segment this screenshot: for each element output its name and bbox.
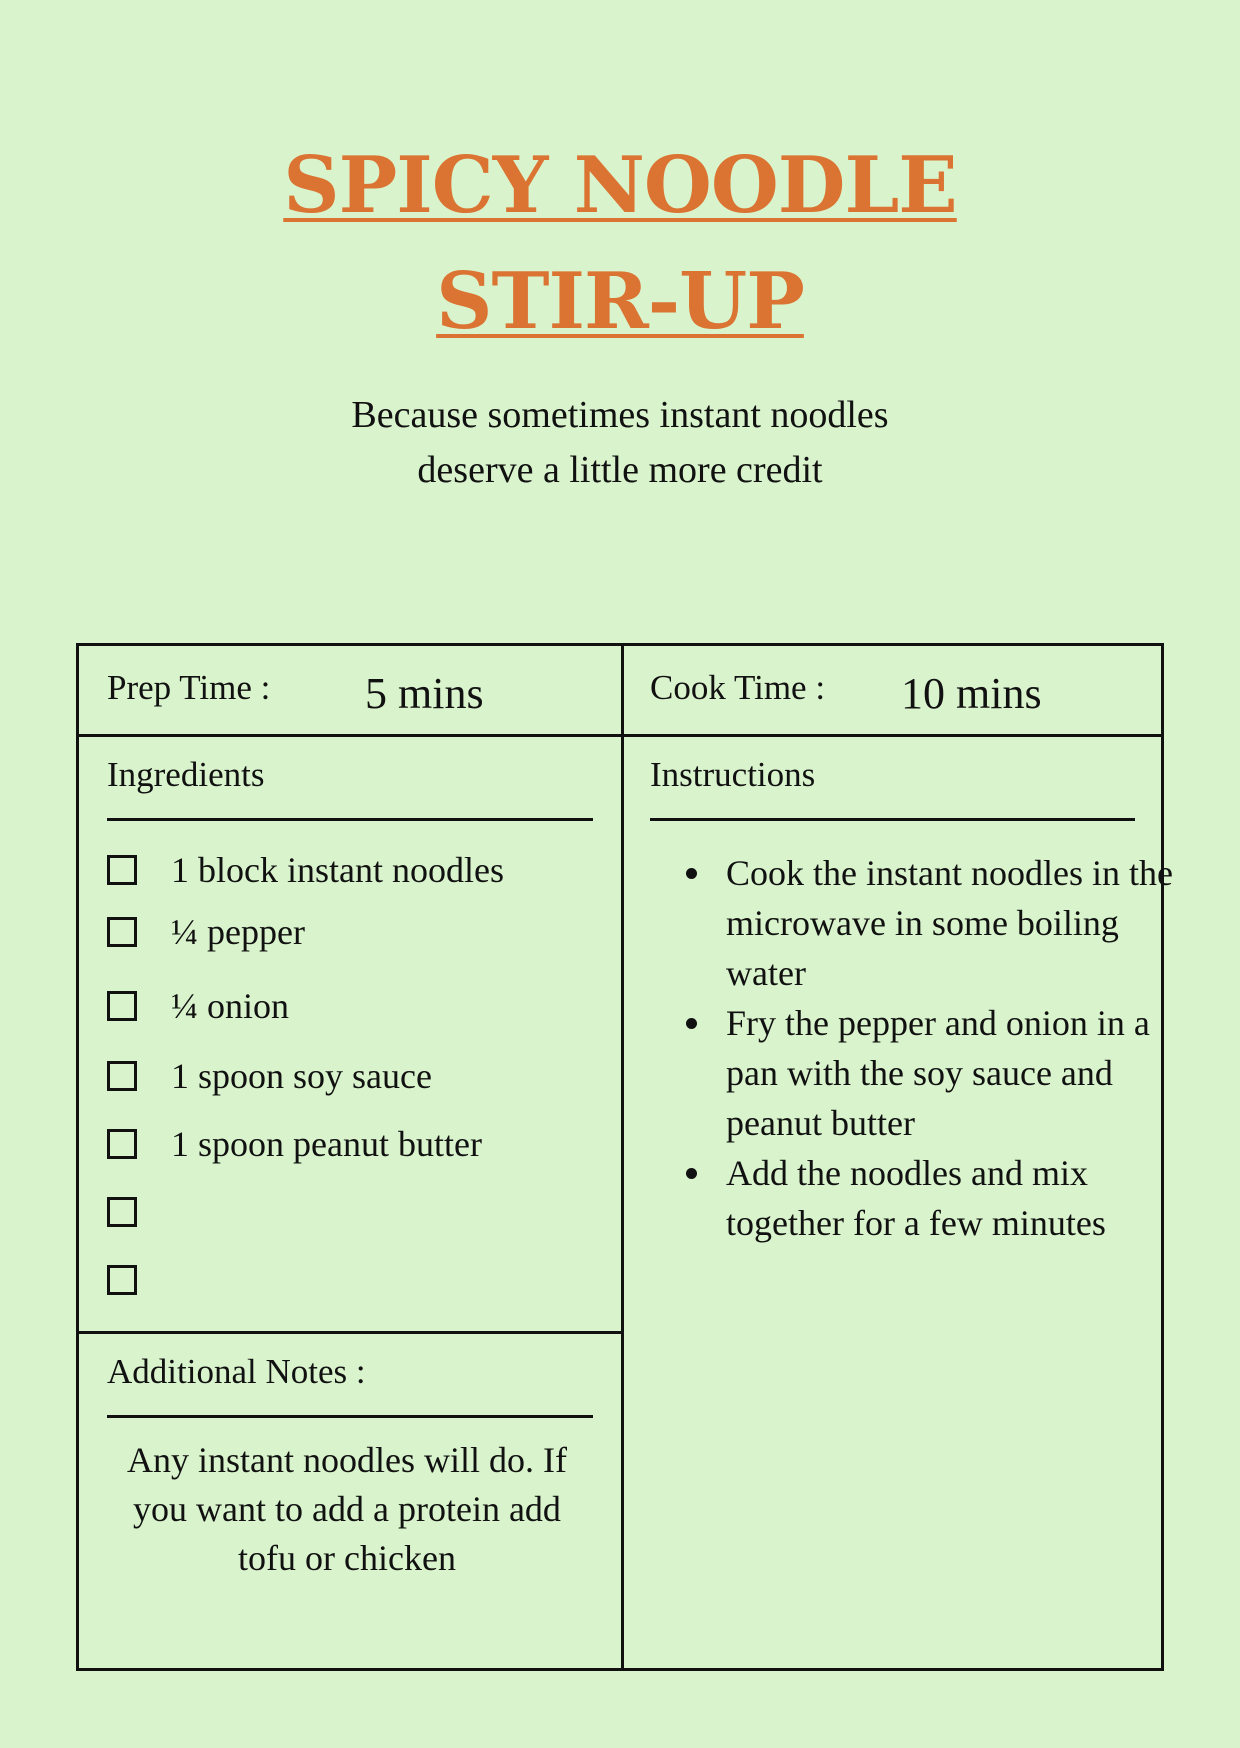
prep-time-label: Prep Time : [107,668,271,707]
instructions-heading: Instructions [650,755,816,794]
instructions-list [682,848,1186,1248]
ingredient-item[interactable] [107,912,305,952]
notes-divider [79,1331,621,1334]
recipe-title-line-2: STIR-UP [436,256,804,347]
instruction-step: Add the noodles and mix together for a few minutes [726,1148,1186,1248]
notes-rule [107,1415,593,1418]
prep-time-value: 5 mins [365,669,484,718]
time-row-divider [79,734,1161,737]
cook-time-value: 10 mins [901,669,1042,718]
ingredient-item[interactable] [107,850,504,890]
ingredient-checkbox[interactable] [107,1061,137,1091]
notes-heading: Additional Notes : [107,1352,366,1391]
ingredient-text: ¼ onion [171,986,290,1026]
ingredient-checkbox[interactable] [107,1197,137,1227]
ingredient-checkbox[interactable] [107,917,137,947]
ingredient-text: 1 spoon soy sauce [171,1056,432,1096]
ingredients-heading: Ingredients [107,755,265,794]
column-divider [621,646,624,1668]
instructions-rule [650,818,1135,821]
recipe-title [0,128,1240,360]
recipe-card [76,643,1173,1671]
ingredient-item[interactable] [107,1124,482,1164]
ingredient-item[interactable] [107,986,289,1026]
ingredient-checkbox[interactable] [107,991,137,1021]
ingredient-text: 1 spoon peanut butter [171,1124,482,1164]
cook-time-label: Cook Time : [650,668,826,707]
instruction-step: Fry the pepper and onion in a pan with the soy sauce and peanut butter [726,998,1186,1148]
instruction-step: Cook the instant noodles in the microwave in some boiling water [726,848,1186,998]
ingredient-item[interactable] [107,1056,432,1096]
ingredient-item[interactable] [107,1260,171,1300]
recipe-title-line-1: SPICY NOODLE [283,140,957,231]
recipe-subtitle: Because sometimes instant noodles deserve a little more credit [351,394,889,491]
ingredient-text: ¼ pepper [171,912,305,952]
notes-text: Any instant noodles will do. If you want to add a protein add tofu or chicken [127,1440,567,1578]
ingredients-rule [107,818,593,821]
ingredient-item[interactable] [107,1192,171,1232]
ingredient-checkbox[interactable] [107,855,137,885]
ingredient-text: 1 block instant noodles [171,850,504,890]
ingredient-checkbox[interactable] [107,1265,137,1295]
ingredient-checkbox[interactable] [107,1129,137,1159]
